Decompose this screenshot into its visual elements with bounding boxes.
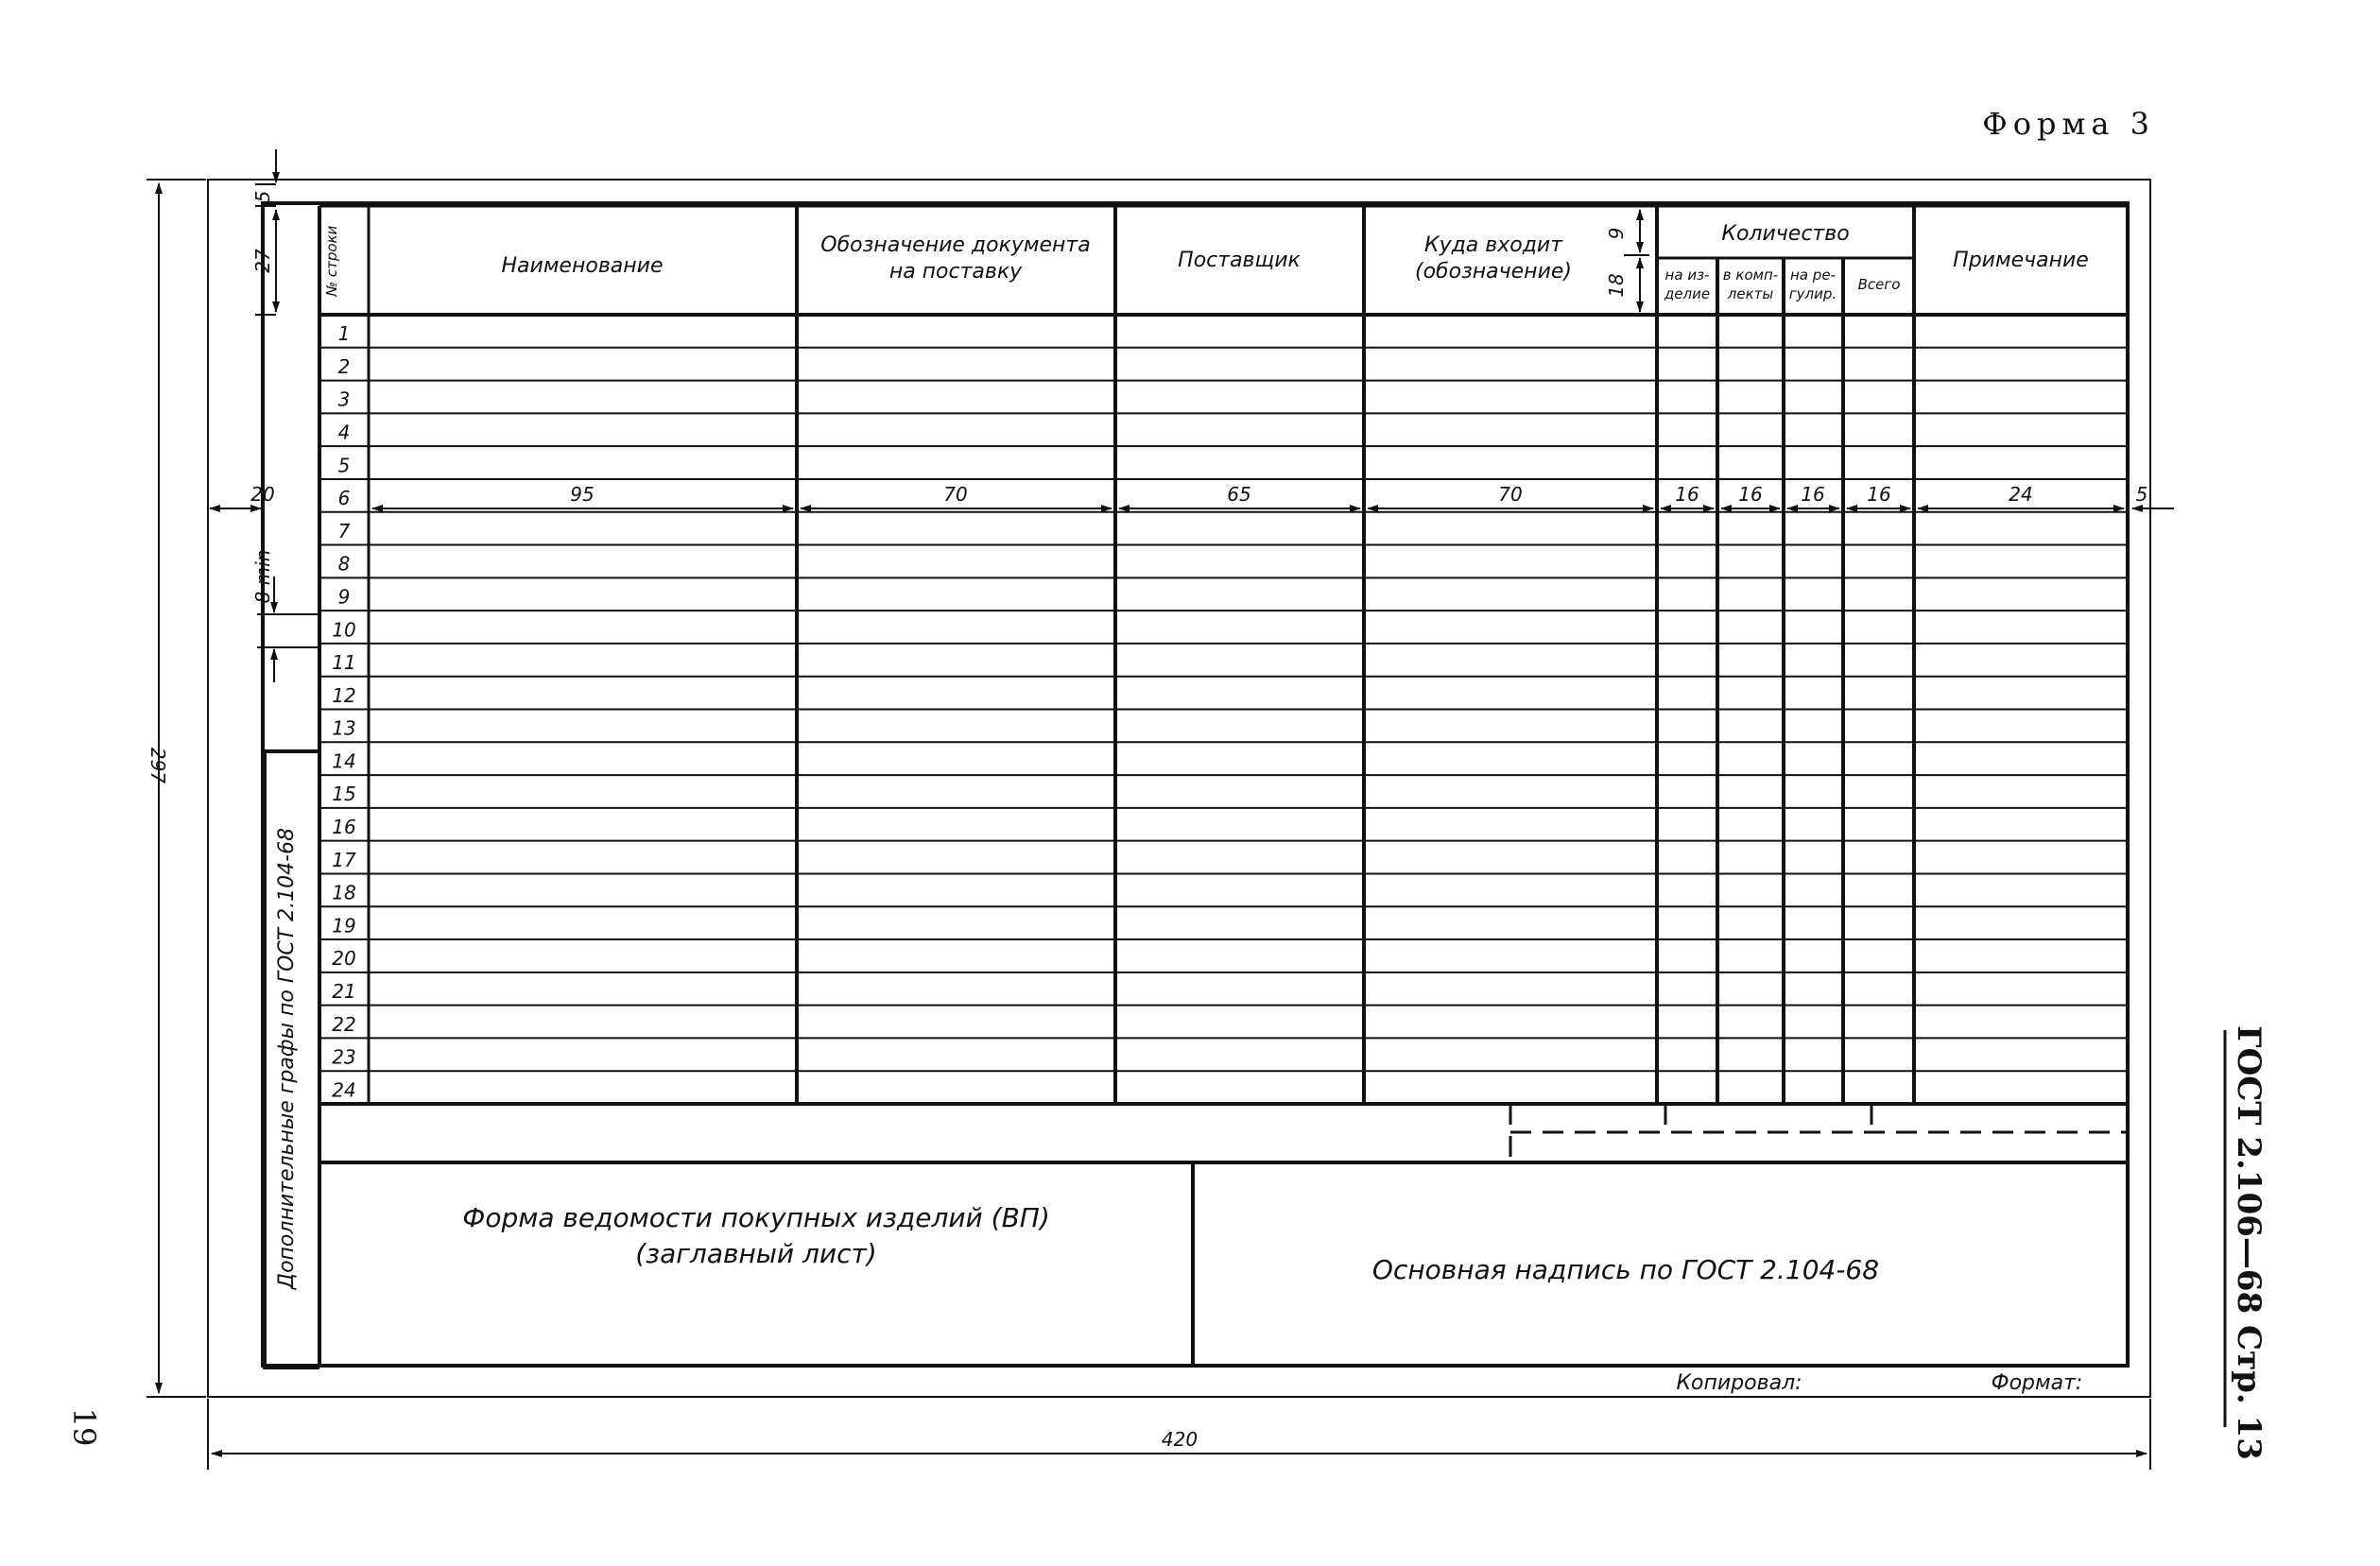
dim-col-note: 24 — [2009, 483, 2033, 506]
header-row-no: № строки — [323, 225, 340, 297]
sheet-height-dimension — [147, 180, 206, 1397]
caption-line1: Форма ведомости покупных изделий (ВП) — [462, 1202, 1050, 1233]
dim-header-height: 27 — [251, 249, 274, 273]
header-supplier: Поставщик — [1178, 249, 1301, 272]
row-number: 20 — [332, 947, 356, 971]
dim-left-margin: 20 — [250, 483, 275, 506]
dim-col-q3: 16 — [1801, 483, 1825, 506]
row-number: 2 — [337, 354, 351, 378]
standard-reference: ГОСТ 2.106—68 Стр. 13 — [2230, 1025, 2268, 1460]
row-number: 3 — [337, 387, 351, 411]
header-height-dimensions — [255, 149, 1649, 315]
dim-top-margin: 5 — [251, 190, 274, 203]
header-q-item-1: на из- — [1664, 267, 1710, 284]
header-q-reg-1: на ре- — [1790, 267, 1836, 284]
row-number: 14 — [332, 749, 356, 773]
side-label: Дополнительные графы по ГОСТ 2.104-68 — [275, 827, 299, 1290]
header-q-kit-2: лекты — [1727, 285, 1774, 302]
dim-col-doc: 70 — [943, 483, 968, 506]
row-number: 13 — [332, 716, 356, 740]
header-q-total: Всего — [1857, 276, 1901, 293]
dim-sheet-width: 420 — [1161, 1428, 1199, 1451]
dim-right-margin: 5 — [2135, 483, 2148, 506]
dim-col-q4: 16 — [1867, 483, 1891, 506]
title-block-label: Основная надпись по ГОСТ 2.104-68 — [1371, 1254, 1880, 1285]
row-number: 19 — [332, 914, 356, 938]
row-number: 11 — [332, 651, 356, 675]
dim-header-lower: 18 — [1605, 273, 1628, 298]
header-quantity: Количество — [1721, 222, 1850, 246]
dim-col-q1: 16 — [1675, 483, 1699, 506]
row-number: 23 — [332, 1045, 356, 1069]
caption-line2: (заглавный лист) — [635, 1238, 877, 1269]
row-number: 10 — [332, 618, 356, 642]
row-number: 4 — [337, 421, 351, 444]
dim-col-supplier: 65 — [1227, 483, 1251, 506]
header-q-reg-2: гулир. — [1788, 285, 1837, 302]
row-number: 15 — [332, 783, 356, 806]
header-q-item-2: делие — [1664, 285, 1711, 302]
row-number: 9 — [337, 585, 351, 609]
dim-row-pitch: 8 min — [251, 549, 274, 604]
header-name: Наименование — [501, 254, 664, 278]
dim-col-where: 70 — [1498, 483, 1523, 506]
dim-header-upper: 9 — [1605, 227, 1628, 240]
inner-frame — [263, 203, 2128, 1366]
page-number: 19 — [66, 1407, 102, 1447]
row-number: 17 — [332, 848, 356, 871]
header-where-line2: (обозначение) — [1415, 260, 1572, 284]
header-where-line1: Куда входит — [1423, 233, 1563, 257]
dim-sheet-height: 297 — [147, 747, 169, 784]
format-label: Формат: — [1991, 1371, 2083, 1395]
row-number: 6 — [337, 487, 351, 510]
table-rows — [319, 322, 2128, 1101]
header-q-kit-1: в комп- — [1722, 267, 1779, 284]
row-number: 21 — [332, 979, 356, 1003]
row-number: 1 — [337, 322, 351, 346]
header-note: Примечание — [1953, 249, 2089, 272]
copied-label: Копировал: — [1676, 1371, 1802, 1395]
row-number: 8 — [337, 552, 351, 576]
row-number: 18 — [332, 881, 356, 904]
header-doc-line1: Обозначение документа — [820, 233, 1091, 257]
header-doc-line2: на поставку — [888, 260, 1023, 284]
row-number: 24 — [332, 1078, 356, 1102]
row-number: 5 — [337, 454, 351, 477]
dim-col-name: 95 — [570, 483, 595, 506]
row-number: 12 — [332, 683, 356, 707]
row-number: 7 — [337, 519, 351, 542]
dashed-continuation — [1510, 1104, 2128, 1162]
dim-col-q2: 16 — [1738, 483, 1763, 506]
row-number: 16 — [332, 816, 356, 839]
row-number: 22 — [332, 1012, 356, 1036]
form-label: Форма 3 — [1982, 106, 2155, 142]
